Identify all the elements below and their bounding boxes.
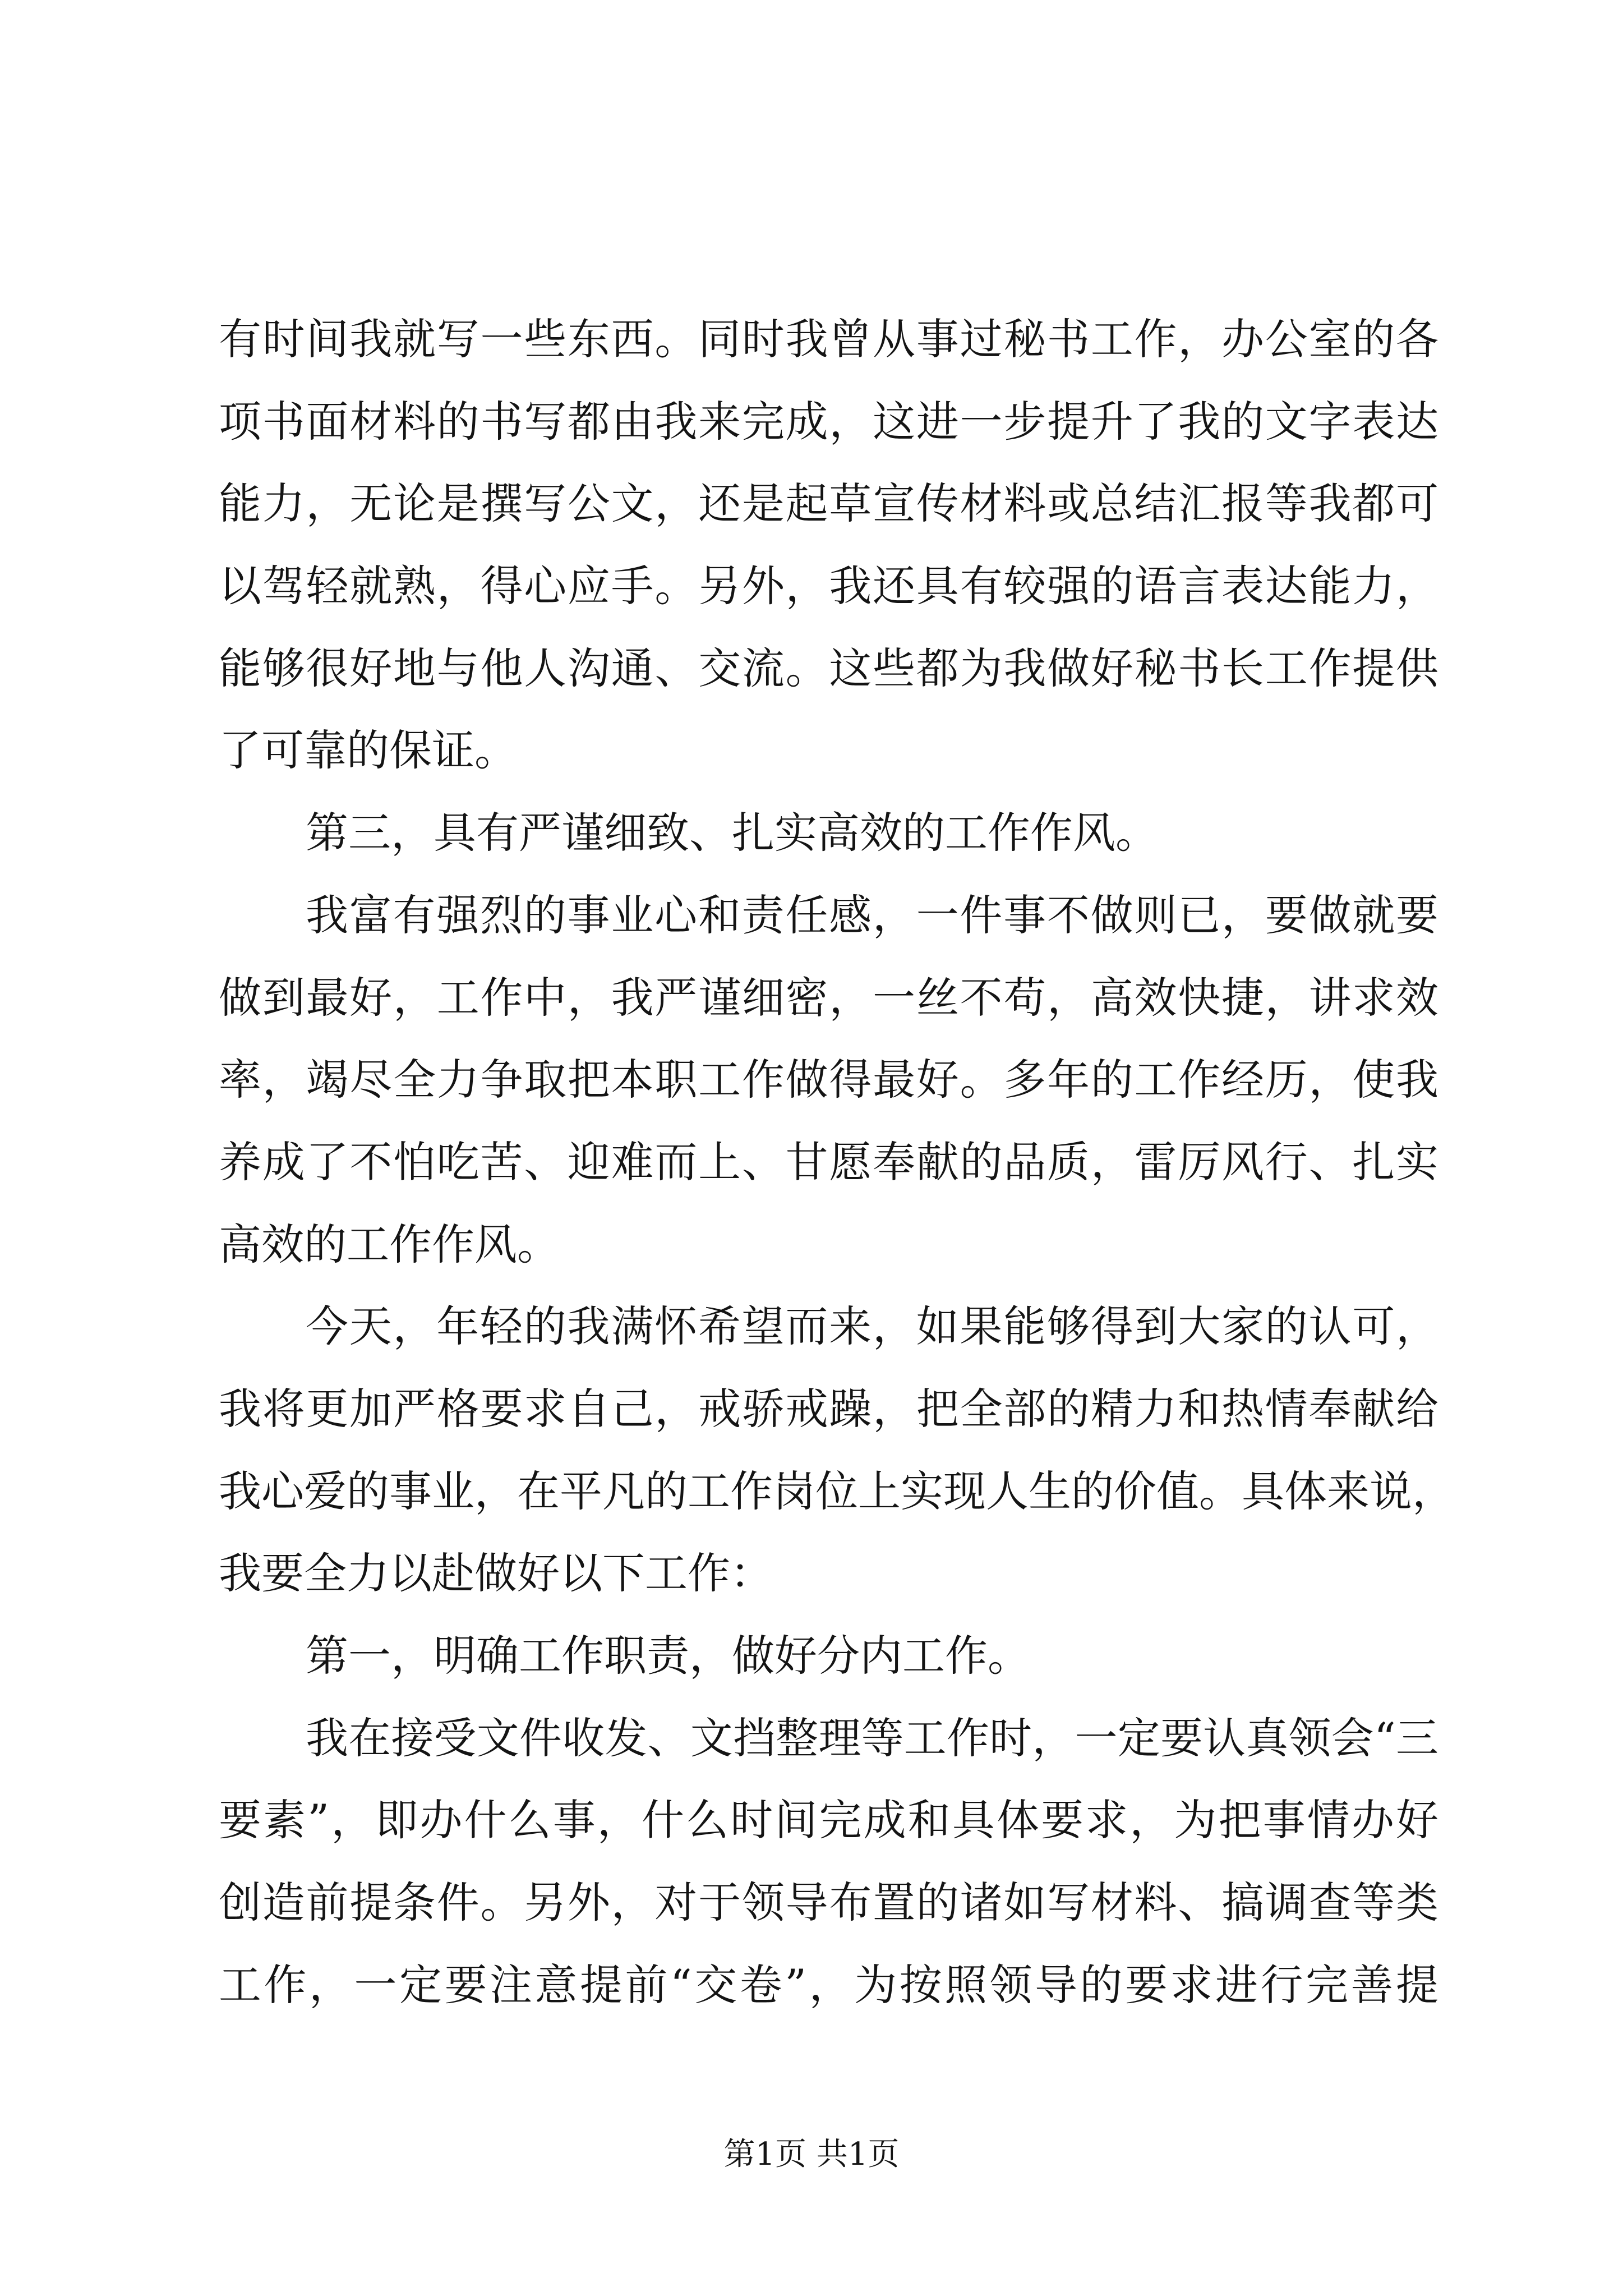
text-line: 工作，一定要注意提前“交卷”，为按照领导的要求进行完善提 [219,1959,1438,2010]
section-heading [219,1615,1438,1697]
text-line: 第三，具有严谨细致、扎实高效的工作作风。 [306,808,1158,858]
text-line: 我将更加严格要求自己，戒骄戒躁，把全部的精力和热情奉献给 [219,1383,1438,1434]
text-line: 我心爱的事业，在平凡的工作岗位上实现人生的价值。具体来说， [219,1466,1455,1516]
text-line: 我要全力以赴做好以下工作： [219,1548,773,1599]
section-heading [219,792,1438,875]
text-line: 创造前提条件。另外，对于领导布置的诸如写材料、搞调查等类 [219,1878,1438,1928]
text-line: 要素”，即办什么事，什么时间完成和具体要求，为把事情办好 [219,1795,1438,1846]
paragraph [219,1286,1455,1615]
text-line: 了可靠的保证。 [219,725,517,776]
text-line: 能够很好地与他人沟通、交流。这些都为我做好秘书长工作提供 [219,643,1438,693]
text-line: 养成了不怕吃苦、迎难而上、甘愿奉献的品质，雷厉风行、扎实 [219,1137,1438,1187]
paragraph [219,875,1438,1286]
text-line: 项书面材料的书写都由我来完成，这进一步提升了我的文字表达 [219,396,1438,447]
text-line: 做到最好，工作中，我严谨细密，一丝不苟，高效快捷，讲求效 [219,972,1438,1023]
document-body [219,298,1455,2026]
text-line: 我富有强烈的事业心和责任感，一件事不做则已，要做就要 [306,890,1438,940]
text-line: 率，竭尽全力争取把本职工作做得最好。多年的工作经历，使我 [219,1055,1438,1105]
text-line: 今天，年轻的我满怀希望而来，如果能够得到大家的认可， [306,1301,1438,1352]
page-footer: 第1页 共1页 [723,2136,900,2173]
text-line: 第一，明确工作职责，做好分内工作。 [306,1631,1030,1681]
text-line: 高效的工作作风。 [219,1219,560,1269]
paragraph [219,298,1438,792]
paragraph [219,1697,1438,2027]
text-line: 能力，无论是撰写公文，还是起草宣传材料或总结汇报等我都可 [219,478,1438,529]
text-line: 我在接受文件收发、文挡整理等工作时，一定要认真领会“三 [306,1713,1438,1763]
text-line: 以驾轻就熟，得心应手。另外，我还具有较强的语言表达能力， [219,561,1438,611]
text-line: 有时间我就写一些东西。同时我曾从事过秘书工作，办公室的各 [219,314,1438,364]
